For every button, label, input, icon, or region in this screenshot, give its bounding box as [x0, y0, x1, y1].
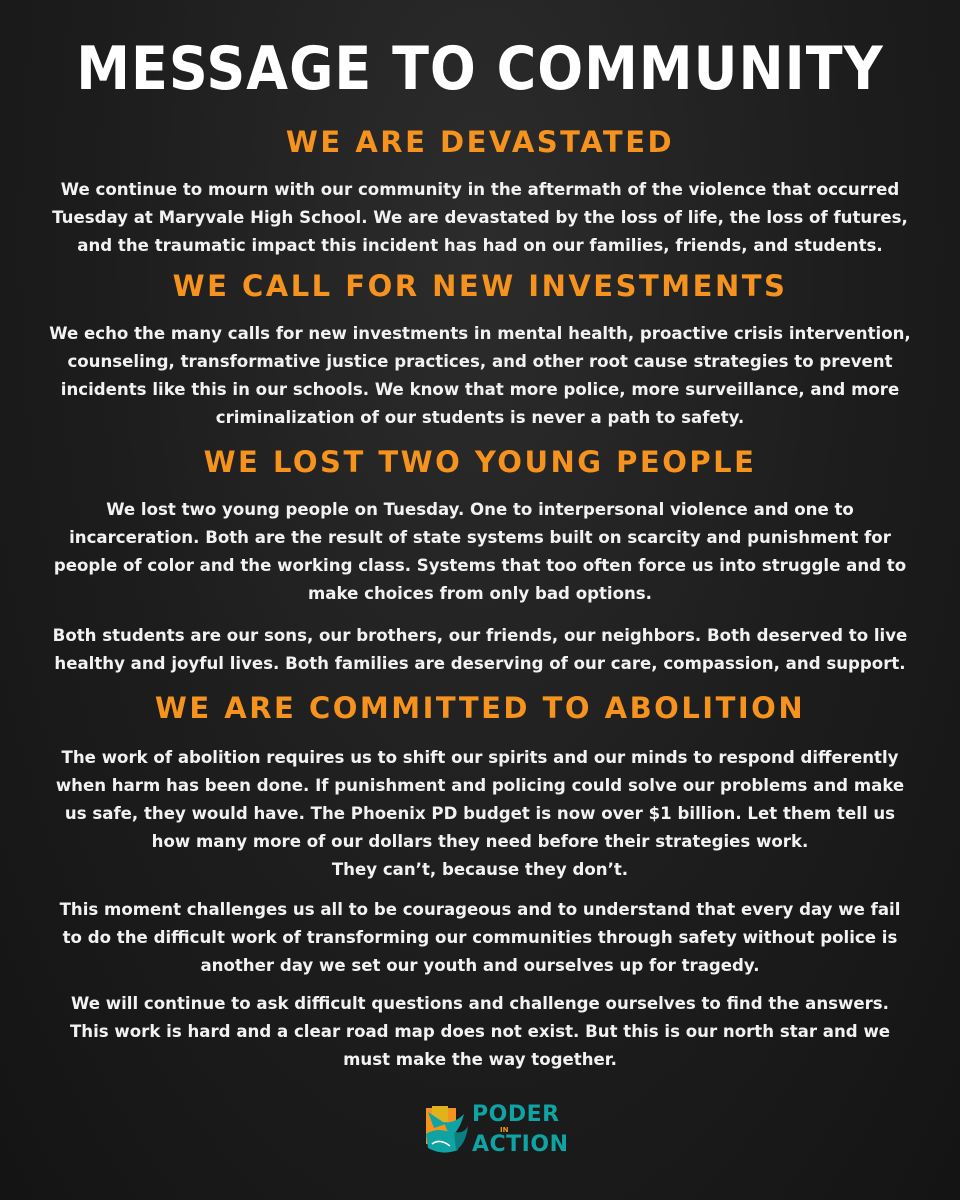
section-paragraph: Both students are our sons, our brothers, our friends, our neighbors. Both deserved to live healthy and joyful lives. Both families are deserving of our care, compassion, and support.	[52, 626, 908, 673]
logo-text-small: IN	[500, 1126, 509, 1134]
section-paragraph: We will continue to ask difficult questions and challenge ourselves to find the answers. This work is hard and a clear road map does not exist. But this is our north star and we must make the way together.	[69, 994, 891, 1069]
section-heading-devastated: WE ARE DEVASTATED	[285, 125, 675, 159]
section-paragraph: We continue to mourn with our community in the aftermath of the violence that occurred Tuesday at Maryvale High School. We are devastated by the loss of life, the loss of futures, and the traumatic impact this incident has had on our families, friends, and students.	[52, 180, 908, 255]
logo-text-action: ACTION	[472, 1132, 569, 1157]
section-paragraph: The work of abolition requires us to shift our spirits and our minds to respond differently when harm has been done. If punishment and policing could solve our problems and make us safe, they would have. The Phoenix PD budget is now over $1 billion. Let them tell us how many more of our dollars they need before their strategies work. They can’t, because they don’t.	[55, 748, 905, 879]
logo-text-poder: PODER	[472, 1102, 560, 1127]
section-heading-investments: WE CALL FOR NEW INVESTMENTS	[172, 269, 788, 303]
page-title: MESSAGE TO COMMUNITY	[76, 33, 884, 104]
section-paragraph: This moment challenges us all to be courageous and to understand that every day we fail to do the difficult work of transforming our communities through safety without police is another day we set our youth and ourselves up for tragedy.	[59, 900, 901, 975]
section-paragraph: We echo the many calls for new investments in mental health, proactive crisis intervention, counseling, transformative justice practices, and other root cause strategies to prevent incidents like this in our schools. We know that more police, more surveillance, and more criminalization of our students is never a path to safety.	[49, 324, 911, 427]
poder-action-logo	[424, 1100, 569, 1160]
section-heading-two-young-people: WE LOST TWO YOUNG PEOPLE	[203, 445, 757, 479]
section-paragraph: We lost two young people on Tuesday. One to interpersonal violence and one to incarceration. Both are the result of state systems built on scarcity and punishment for people of color and the working class. Systems that too often force us into struggle and to make choices from only bad options.	[53, 500, 907, 603]
section-heading-abolition: WE ARE COMMITTED TO ABOLITION	[154, 691, 806, 725]
logo-mark-icon	[424, 1104, 468, 1156]
